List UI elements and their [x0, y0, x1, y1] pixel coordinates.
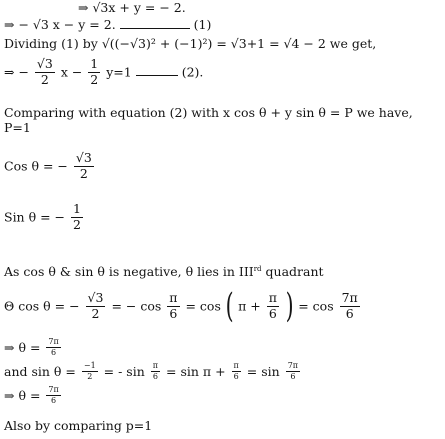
sin-chain: [4, 362, 302, 381]
fraction-denominator: 2: [91, 305, 100, 321]
fraction-numerator: √3: [75, 150, 92, 165]
comparing-line: Comparing with equation (2) with x cos θ + y sin θ = P we have,: [4, 105, 413, 120]
fraction-pi-over-6: [267, 292, 279, 320]
fraction-numerator: π: [268, 290, 277, 305]
fraction-denominator: 2: [79, 165, 88, 181]
fraction-numerator: 7π: [287, 361, 299, 370]
theta-lhs: ⇒ θ =: [4, 388, 41, 403]
implies-minus: ⇒ −: [4, 64, 29, 80]
fraction-denominator: 2: [73, 216, 81, 232]
fraction-numerator: 1: [73, 201, 81, 216]
fraction-numerator: 7π: [48, 385, 59, 394]
open-paren: (: [225, 286, 234, 326]
sin-chain-term-2: = sin π +: [166, 364, 226, 379]
fraction-denominator: 2: [90, 71, 99, 87]
sin-theta-lhs: Sin θ = −: [4, 209, 66, 225]
fraction-minus1-over-2: [82, 362, 98, 381]
final-comparison-line: Also by comparing p=1: [4, 418, 153, 433]
chain-lhs: Θ cos θ = −: [4, 298, 80, 314]
fraction-denominator: 6: [268, 305, 277, 321]
theta-cos-chain: [4, 286, 362, 326]
normal-form-equation: [4, 58, 203, 86]
fraction-pi-over-6: [151, 362, 160, 381]
equation-2-expression: ⇒ − √3 x − y = 2.: [4, 17, 116, 32]
sin-chain-lhs: and sin θ =: [4, 364, 76, 379]
fraction-numerator: −1: [83, 361, 96, 370]
blank-rule: [120, 28, 190, 29]
equation-ref-2: (2).: [181, 64, 204, 80]
p-equals-line: P=1: [4, 120, 31, 135]
cos-theta-lhs: Cos θ = −: [4, 158, 68, 174]
fraction-sqrt3-over-2: [35, 58, 55, 86]
fraction-numerator: √3: [36, 56, 53, 71]
fraction-sqrt3-over-2: [86, 292, 106, 320]
fraction-7pi-over-6: [46, 386, 60, 405]
term-x: x −: [60, 64, 83, 80]
fraction-numerator: π: [233, 361, 239, 370]
dividing-line: [4, 36, 376, 51]
fraction-denominator: 6: [152, 372, 158, 381]
blank-rule: [136, 75, 178, 76]
sin-theta-line: [4, 203, 85, 231]
term-y: y=1: [106, 64, 132, 80]
fraction-denominator: 6: [169, 305, 178, 321]
chain-term-2: = cos: [185, 298, 221, 314]
fraction-numerator: π: [169, 290, 178, 305]
quadrant-text: As cos θ & sin θ is negative, θ lies in III: [4, 264, 254, 279]
fraction-pi-over-6: [232, 362, 241, 381]
fraction-7pi-over-6: [286, 362, 300, 381]
fraction-denominator: 6: [51, 396, 57, 405]
equation-line-1: ⇒ √3x + y = − 2.: [78, 0, 186, 15]
theta-result-2: [4, 386, 63, 405]
root-expression: √((−√3)² + (−1)²): [101, 36, 213, 51]
chain-term-3: π +: [238, 298, 261, 314]
cos-theta-line: [4, 152, 96, 180]
fraction-denominator: 6: [51, 348, 57, 357]
equation-ref-1: (1): [193, 17, 212, 32]
theta-lhs: ⇒ θ =: [4, 340, 41, 355]
chain-term-1: = − cos: [111, 298, 162, 314]
close-paren: ): [285, 286, 294, 326]
fraction-denominator: 2: [40, 71, 49, 87]
fraction-numerator: √3: [87, 290, 104, 305]
equation-line-2: [4, 17, 211, 32]
fraction-numerator: 7π: [48, 337, 59, 346]
theta-result-1: [4, 338, 63, 357]
root-result: = √3+1 = √4 − 2 we get,: [216, 36, 377, 51]
fraction-7pi-over-6: [340, 292, 360, 320]
quadrant-superscript: rd: [253, 264, 262, 273]
fraction-pi-over-6: [167, 292, 179, 320]
fraction-1-over-2: [71, 203, 83, 231]
fraction-denominator: 6: [233, 372, 239, 381]
fraction-denominator: 2: [87, 372, 93, 381]
quadrant-word: quadrant: [265, 264, 324, 279]
fraction-numerator: 1: [90, 56, 99, 71]
sin-chain-term-3: = sin: [246, 364, 280, 379]
quadrant-line: [4, 264, 324, 279]
fraction-sqrt3-over-2: [74, 152, 94, 180]
fraction-1-over-2: [88, 58, 100, 86]
dividing-label: Dividing (1) by: [4, 36, 98, 51]
fraction-denominator: 6: [290, 372, 296, 381]
fraction-7pi-over-6: [46, 338, 60, 357]
chain-term-4: = cos: [298, 298, 334, 314]
fraction-numerator: 7π: [341, 290, 358, 305]
sin-chain-term-1: = - sin: [103, 364, 145, 379]
fraction-denominator: 6: [345, 305, 354, 321]
fraction-numerator: π: [152, 361, 159, 370]
